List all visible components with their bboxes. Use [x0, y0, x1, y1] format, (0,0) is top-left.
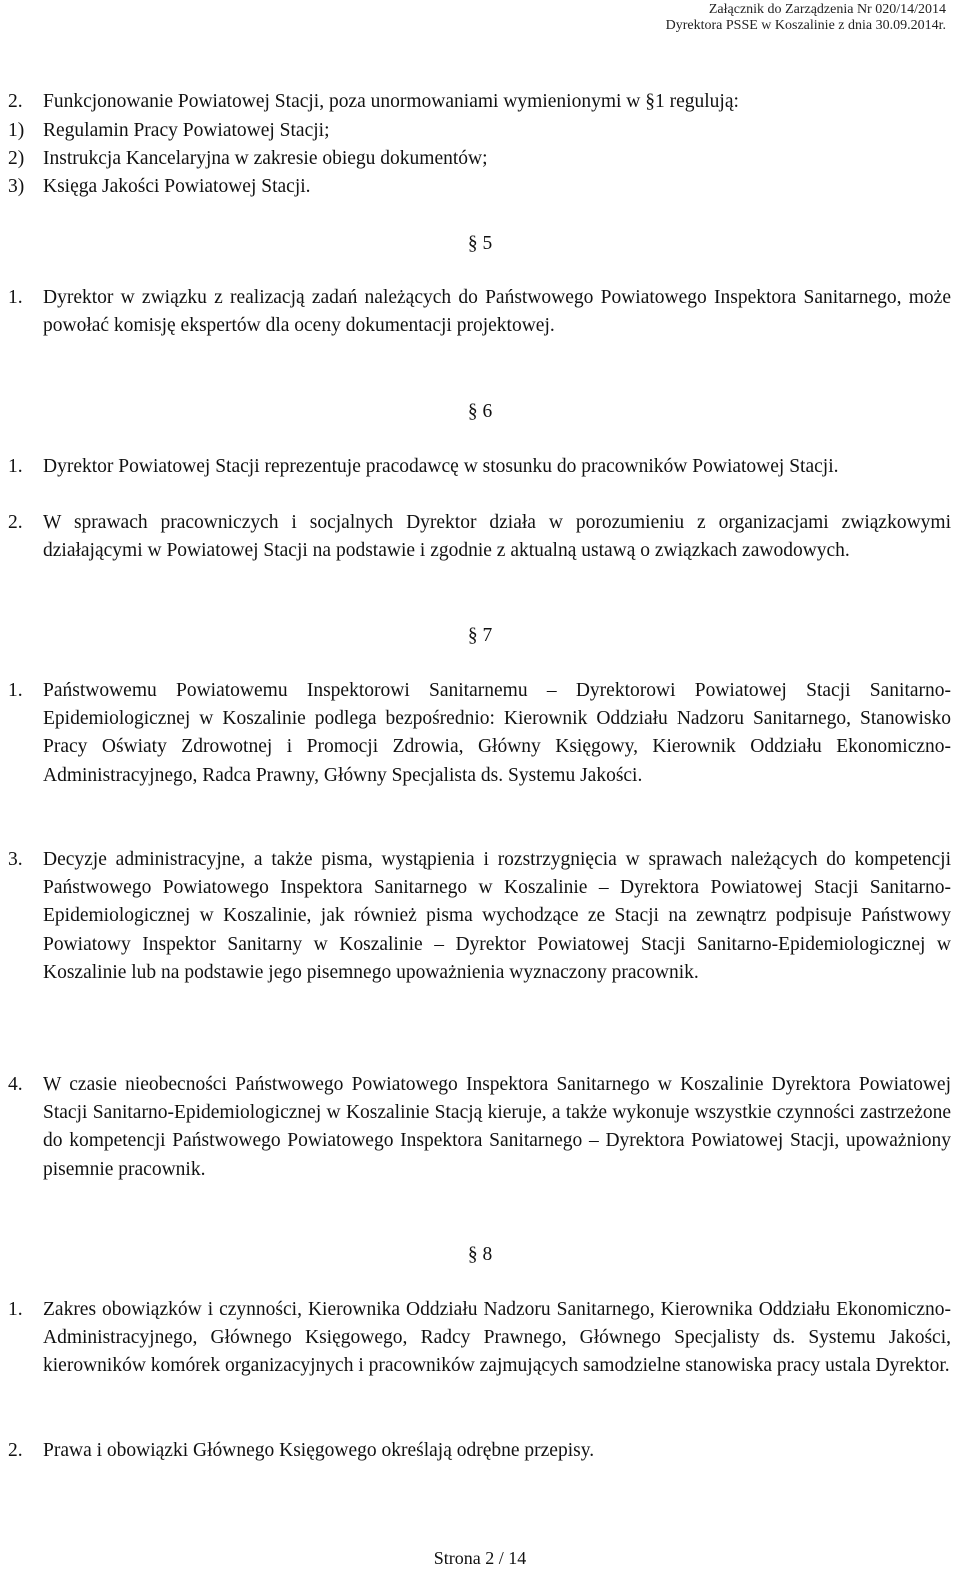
- list-item-number: 1): [8, 120, 25, 141]
- paragraph-number: 4.: [8, 1074, 23, 1095]
- paragraph-8-2: [0, 1437, 960, 1469]
- list-item: [8, 145, 488, 173]
- list-item: [8, 173, 311, 201]
- list-item-text: Instrukcja Kancelaryjna w zakresie obiegu dokumentów;: [43, 148, 488, 169]
- paragraph-text: Decyzje administracyjne, a także pisma, wystąpienia i rozstrzygnięcia w sprawach należących do kompetencji Państwowego Powiatowego Inspektora Sanitarnego w Koszalinie – Dyrektora Powiatowej Stacji Sanitarno-Epidemiologicznej w Koszalinie, jak również pisma wychodzące ze Stacji na zewnątrz podpisuje Państwowy Powiatowy Inspektor Sanitarny w Koszalinie – Dyrektor Powiatowej Stacji Sanitarno-Epidemiologicznej w Koszalinie lub na podstawie jego pisemnego upoważnienia wyznaczony pracownik.: [43, 849, 951, 983]
- paragraph-text: Zakres obowiązków i czynności, Kierownika Oddziału Nadzoru Sanitarnego, Kierownika Oddziału Ekonomiczno-Administracyjnego, Głównego Księgowego, Radcy Prawnego, Głównego Specjalisty ds. Systemu Jakości, kierowników komórek organizacyjnych i pracowników zajmujących samodzielne stanowiska pracy ustala Dyrektor.: [43, 1299, 951, 1377]
- paragraph-text: Państwowemu Powiatowemu Inspektorowi Sanitarnemu – Dyrektorowi Powiatowej Stacji Sanitarno-Epidemiologicznej w Koszalinie podlega bezpośrednio: Kierownik Oddziału Nadzoru Sanitarnego, Stanowisko Pracy Oświaty Zdrowotnej i Promocji Zdrowia, Główny Księgowy, Kierownik Oddziału Ekonomiczno-Administracyjnego, Radca Prawny, Główny Specjalista ds. Systemu Jakości.: [43, 680, 951, 786]
- list-item-text: Księga Jakości Powiatowej Stacji.: [43, 176, 311, 197]
- section-heading-6: § 6: [467, 401, 493, 422]
- list-item-text: Regulamin Pracy Powiatowej Stacji;: [43, 120, 330, 141]
- paragraph-6-2: [0, 509, 960, 599]
- paragraph-text: Prawa i obowiązki Głównego Księgowego określają odrębne przepisy.: [43, 1440, 595, 1461]
- paragraph-number: 2.: [8, 1440, 23, 1461]
- paragraph-number: 1.: [8, 1299, 23, 1320]
- paragraph-7-4: [0, 1071, 960, 1216]
- list-item: [8, 117, 330, 145]
- paragraph-text: Dyrektor Powiatowej Stacji reprezentuje pracodawcę w stosunku do pracowników Powiatowej Stacji.: [43, 456, 839, 477]
- section-heading-8: § 8: [467, 1244, 493, 1265]
- paragraph-text: W czasie nieobecności Państwowego Powiatowego Inspektora Sanitarnego w Koszalinie Dyrektora Powiatowej Stacji Sanitarno-Epidemiologicznej w Koszalinie Stacją kieruje, a także wykonuje wszystkie czynności zastrzeżone do kompetencji Państwowego Powiatowego Inspektora Sanitarnego – Dyrektora Powiatowej Stacji, upoważniony pisemnie pracownik.: [43, 1074, 951, 1180]
- attachment-line-2: Dyrektora PSSE w Koszalinie z dnia 30.09.2014r.: [665, 18, 946, 33]
- paragraph-number: 2.: [8, 512, 23, 533]
- section-heading-5: § 5: [467, 233, 493, 254]
- paragraph-number: 2.: [8, 91, 23, 112]
- paragraph-number: 3.: [8, 849, 23, 870]
- paragraph-number: 1.: [8, 680, 23, 701]
- paragraph-text: Dyrektor w związku z realizacją zadań należących do Państwowego Powiatowego Inspektora Sanitarnego, może powołać komisję ekspertów dla oceny dokumentacji projektowej.: [43, 287, 951, 337]
- paragraph-7-3: [0, 846, 960, 1046]
- page-number: Strona 2 / 14: [433, 1548, 527, 1568]
- paragraph-number: 1.: [8, 287, 23, 308]
- paragraph-5-1: [0, 284, 960, 374]
- list-item-number: 2): [8, 148, 25, 169]
- paragraph-text: W sprawach pracowniczych i socjalnych Dyrektor działa w porozumieniu z organizacjami związkowymi działającymi w Powiatowej Stacji na podstawie i zgodnie z aktualną ustawą o związkach zawodowych.: [43, 512, 951, 562]
- list-item-number: 3): [8, 176, 25, 197]
- paragraph-number: 1.: [8, 456, 23, 477]
- paragraph-6-1: [0, 453, 960, 513]
- paragraph-text: Funkcjonowanie Powiatowej Stacji, poza unormowaniami wymienionymi w §1 regulują:: [43, 91, 739, 112]
- section-heading-7: § 7: [467, 625, 493, 646]
- paragraph-8-1: [0, 1296, 960, 1416]
- attachment-line-1: Załącznik do Zarządzenia Nr 020/14/2014: [708, 2, 946, 17]
- paragraph-7-1: [0, 677, 960, 822]
- attachment-header: [666, 2, 946, 34]
